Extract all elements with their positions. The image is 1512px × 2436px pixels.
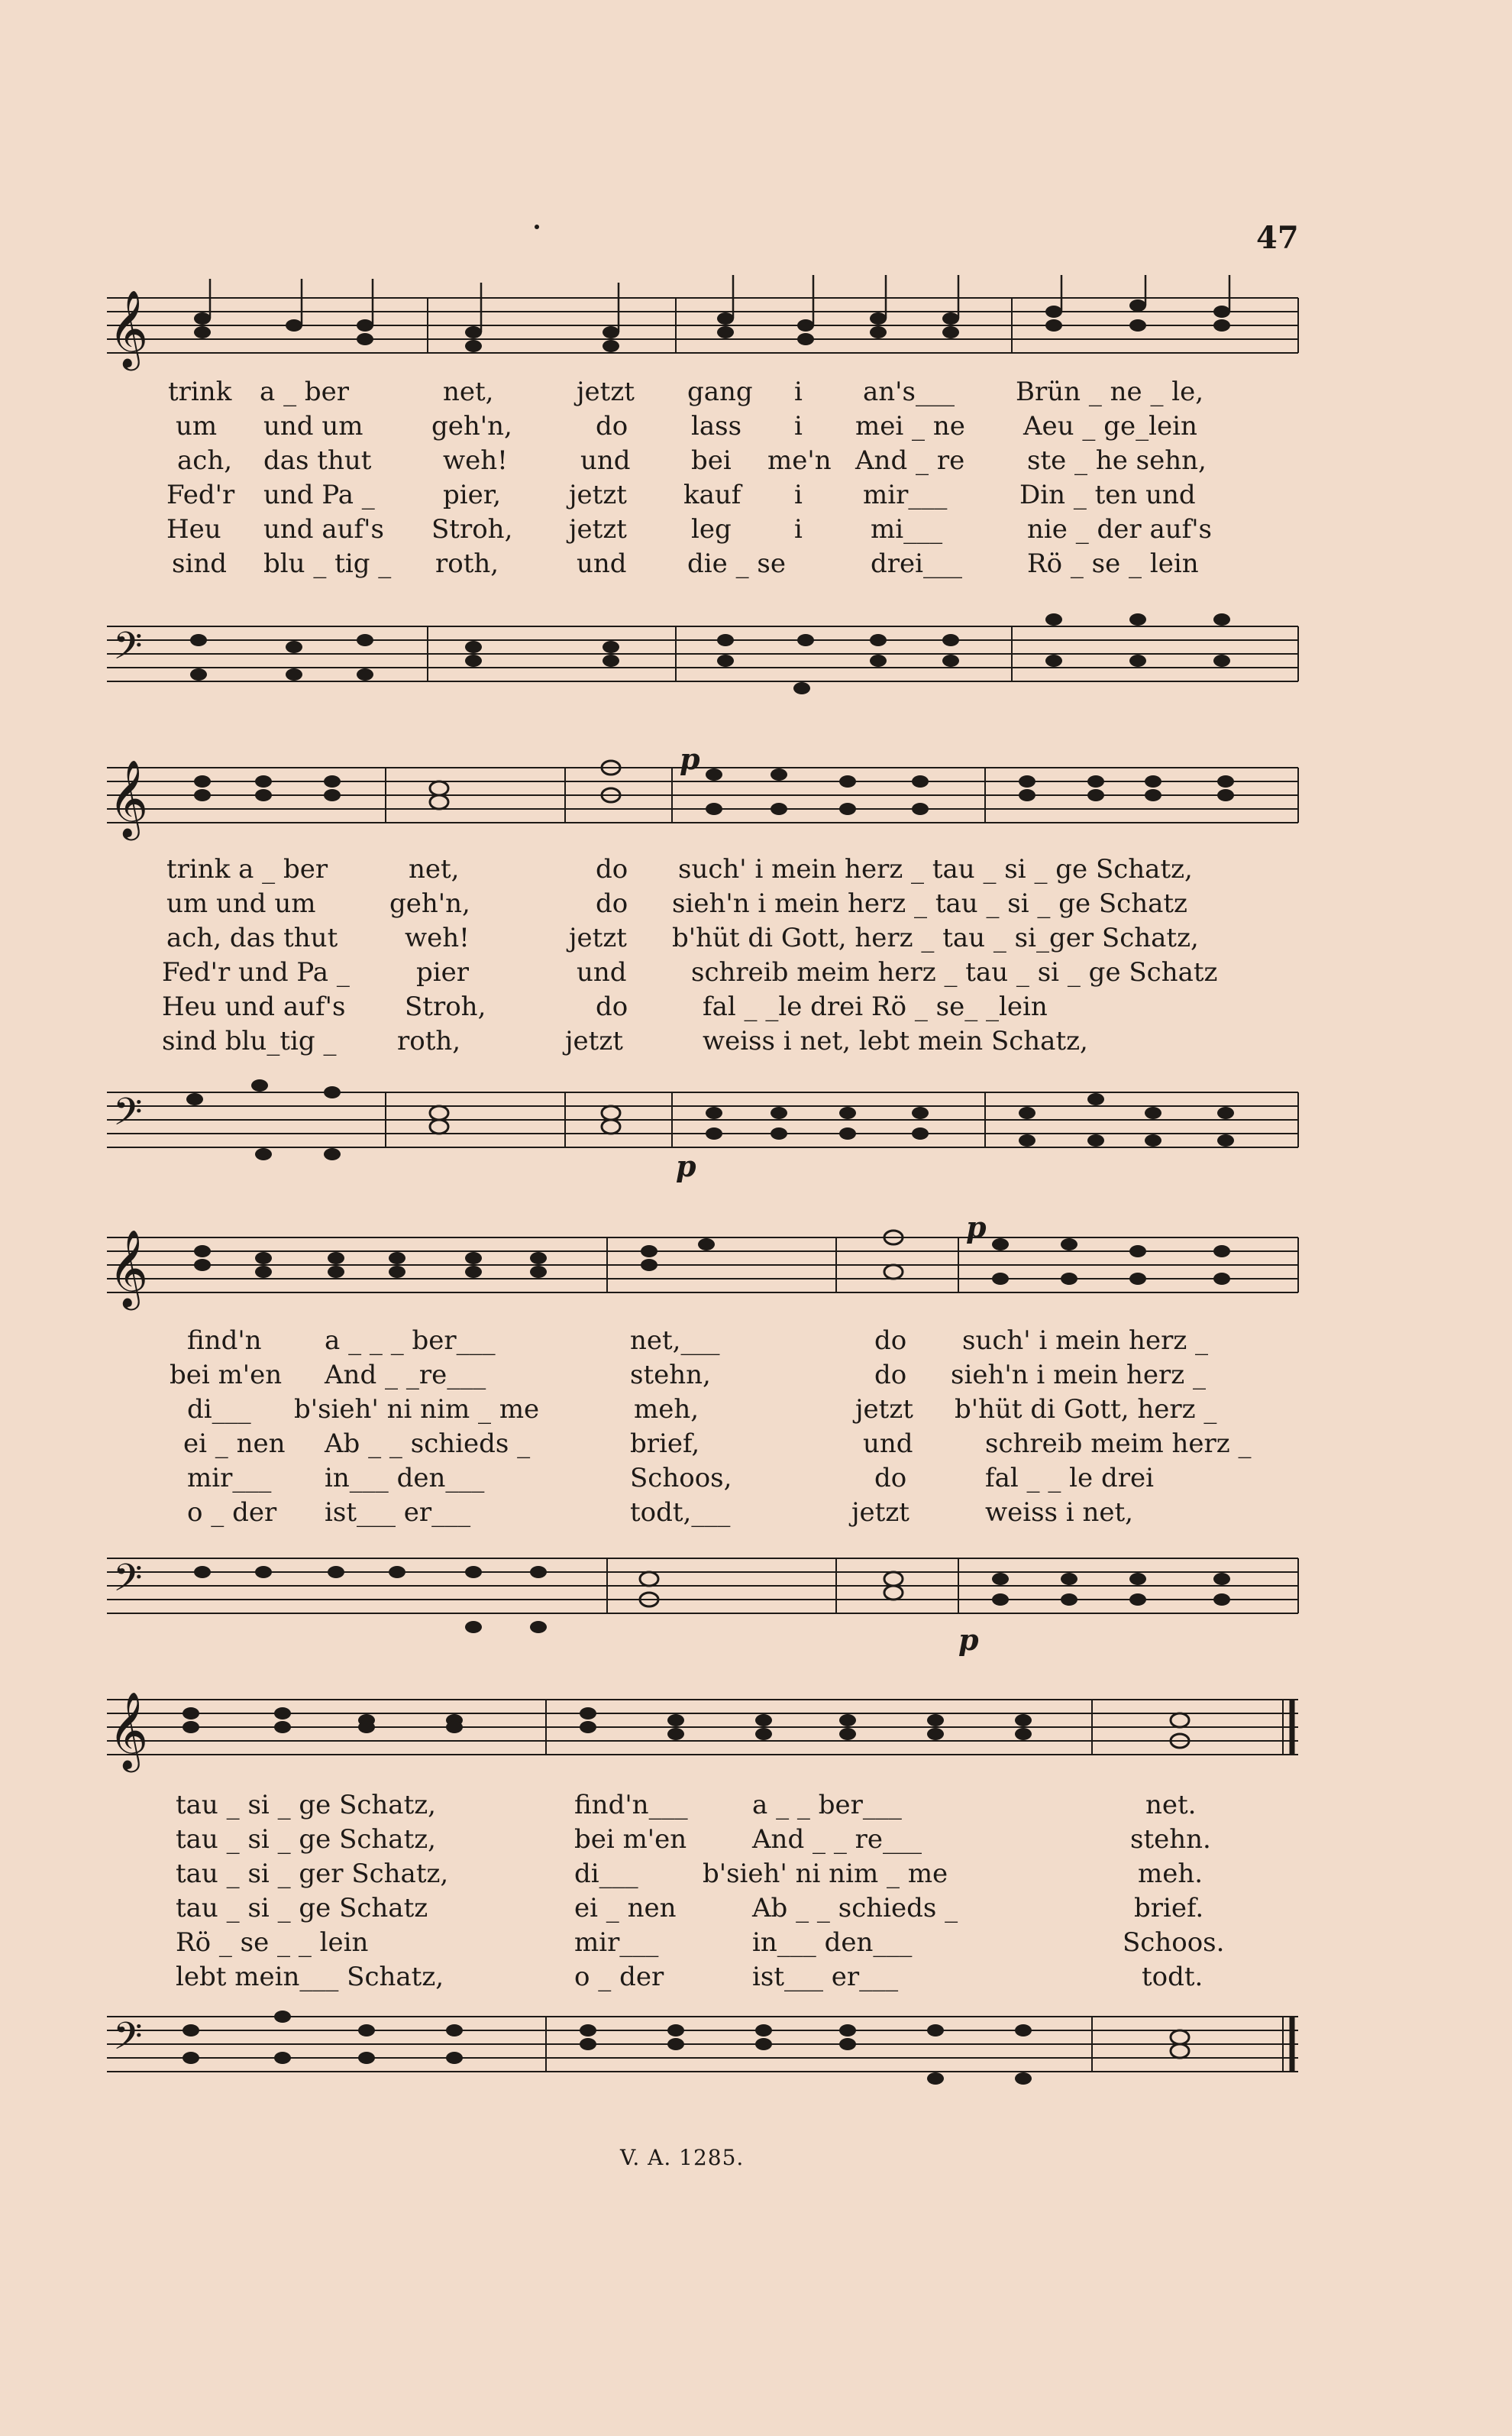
lyric-syllable: Schoos, (630, 1463, 732, 1493)
lyric-line (0, 1856, 1512, 1891)
lyric-line (0, 477, 1512, 513)
svg-text:𝄞: 𝄞 (108, 759, 149, 837)
lyric-syllable: Brün _ ne _ le, (1016, 377, 1204, 407)
lyric-syllable: blu _ tig _ (263, 548, 392, 579)
plate-number: V. A. 1285. (620, 2145, 745, 2170)
lyric-syllable: sieh'n i mein herz _ tau _ si _ ge Schatz (672, 888, 1187, 919)
lyric-syllable: um und um (166, 888, 316, 919)
lyric-syllable: do (596, 992, 628, 1022)
lyric-syllable: di___ (187, 1394, 251, 1425)
lyric-syllable: jetzt (565, 1026, 623, 1056)
treble-staff-4 (0, 1677, 1512, 1776)
lyric-syllable: net, (409, 854, 460, 885)
lyric-line (0, 1392, 1512, 1427)
lyric-syllable: an's___ (863, 377, 955, 407)
lyric-syllable: trink (168, 377, 232, 407)
lyric-syllable: tau _ si _ ge Schatz, (176, 1790, 436, 1820)
lyric-syllable: und Pa _ (263, 480, 375, 510)
svg-text:𝄞: 𝄞 (108, 289, 149, 367)
lyric-line (0, 1925, 1512, 1960)
lyric-syllable: Rö _ se _ _ lein (176, 1927, 369, 1958)
lyric-syllable: do (874, 1360, 907, 1390)
lyric-syllable: geh'n, (431, 411, 512, 442)
lyric-syllable: ei _ nen (183, 1428, 286, 1459)
lyric-line (0, 989, 1512, 1024)
lyric-line (0, 1891, 1512, 1926)
lyric-syllable: ach, (177, 445, 233, 476)
lyric-syllable: mei _ ne (855, 411, 965, 442)
lyric-syllable: leg (691, 514, 732, 545)
lyric-syllable: a _ _ _ ber___ (325, 1325, 496, 1356)
lyric-syllable: nie _ der auf's (1027, 514, 1213, 545)
lyric-syllable: weh! (443, 445, 508, 476)
lyric-syllable: ist___ er___ (325, 1497, 471, 1528)
lyric-line (0, 1426, 1512, 1461)
dynamic-piano-mark: p (680, 745, 700, 776)
lyric-line (0, 920, 1512, 956)
lyric-syllable: ei _ nen (574, 1893, 677, 1923)
lyric-syllable: i (794, 377, 803, 407)
lyric-syllable: weh! (405, 923, 470, 953)
lyric-syllable: ist___ er___ (752, 1962, 899, 1992)
lyric-syllable: pier (416, 957, 470, 988)
lyric-syllable: do (596, 888, 628, 919)
lyric-syllable: ach, das thut (166, 923, 338, 953)
lyric-syllable: Heu (166, 514, 221, 545)
lyric-syllable: o _ der (574, 1962, 664, 1992)
lyric-syllable: todt. (1142, 1962, 1203, 1992)
bass-staff-2 (0, 1069, 1512, 1184)
lyric-syllable: jetzt (855, 1394, 913, 1425)
lyric-syllable: bei m'en (170, 1360, 283, 1390)
lyric-syllable: do (874, 1325, 907, 1356)
lyric-syllable: bei (691, 445, 732, 476)
lyric-syllable: tau _ si _ ge Schatz (176, 1893, 428, 1923)
lyric-line (0, 886, 1512, 921)
treble-staff-2 (0, 745, 1512, 844)
lyric-line (0, 1959, 1512, 1994)
lyric-syllable: Stroh, (431, 514, 513, 545)
lyric-line (0, 1357, 1512, 1393)
lyric-line (0, 443, 1512, 478)
lyric-syllable: i (794, 514, 803, 545)
treble-staff-1 (0, 275, 1512, 382)
lyric-syllable: jetzt (577, 377, 635, 407)
lyric-syllable: und (580, 445, 631, 476)
lyric-syllable: i (794, 411, 803, 442)
lyric-syllable: And _ re (855, 445, 965, 476)
lyric-syllable: Schoos. (1123, 1927, 1225, 1958)
svg-text:𝄢: 𝄢 (113, 624, 143, 678)
lyric-syllable: und auf's (263, 514, 384, 545)
lyric-syllable: do (874, 1463, 907, 1493)
lyric-syllable: weiss i net, lebt mein Schatz, (703, 1026, 1088, 1056)
lyric-syllable: do (596, 411, 628, 442)
lyric-syllable: me'n (767, 445, 832, 476)
lyric-syllable: jetzt (569, 514, 627, 545)
lyric-line (0, 374, 1512, 409)
lyric-syllable: And _ _ re___ (752, 1824, 922, 1855)
lyric-syllable: di___ (574, 1859, 638, 1889)
lyric-syllable: jetzt (569, 480, 627, 510)
lyric-syllable: net, (443, 377, 494, 407)
lyric-line (0, 512, 1512, 547)
lyric-syllable: in___ den___ (325, 1463, 485, 1493)
lyric-syllable: find'n (187, 1325, 262, 1356)
lyric-syllable: b'hüt di Gott, herz _ tau _ si_ger Schatz, (672, 923, 1199, 953)
lyric-line (0, 409, 1512, 444)
lyric-syllable: todt,___ (630, 1497, 731, 1528)
svg-text:𝄢: 𝄢 (113, 1556, 143, 1609)
svg-text:𝄢: 𝄢 (113, 2014, 143, 2068)
lyric-syllable: sieh'n i mein herz _ (951, 1360, 1207, 1390)
ink-dot (535, 225, 539, 229)
lyric-syllable: b'sieh' ni nim _ me (703, 1859, 948, 1889)
lyric-syllable: und (863, 1428, 913, 1459)
lyric-syllable: Fed'r und Pa _ (162, 957, 350, 988)
lyric-syllable: mir___ (574, 1927, 659, 1958)
lyric-syllable: And _ _re___ (325, 1360, 486, 1390)
lyric-syllable: und um (263, 411, 363, 442)
lyric-syllable: b'hüt di Gott, herz _ (955, 1394, 1217, 1425)
lyric-syllable: meh, (634, 1394, 699, 1425)
lyric-syllable: gang (687, 377, 753, 407)
lyric-syllable: brief. (1134, 1893, 1204, 1923)
lyric-syllable: tau _ si _ ge Schatz, (176, 1824, 436, 1855)
lyric-syllable: lass (691, 411, 742, 442)
lyric-syllable: roth, (435, 548, 499, 579)
lyric-syllable: jetzt (851, 1497, 909, 1528)
lyric-syllable: und (577, 548, 627, 579)
lyric-syllable: roth, (397, 1026, 461, 1056)
bass-staff-1 (0, 603, 1512, 718)
dynamic-piano-mark: p (966, 1215, 987, 1244)
lyric-syllable: Din _ ten und (1019, 480, 1196, 510)
lyric-syllable: schreib meim herz _ (985, 1428, 1252, 1459)
lyric-syllable: stehn. (1130, 1824, 1211, 1855)
lyric-syllable: in___ den___ (752, 1927, 913, 1958)
lyric-syllable: Heu und auf's (162, 992, 346, 1022)
page-number: 47 (1256, 220, 1299, 256)
svg-text:𝄞: 𝄞 (108, 1228, 149, 1307)
lyric-syllable: das thut (263, 445, 372, 476)
bass-staff-3 (0, 1535, 1512, 1665)
lyric-line (0, 1822, 1512, 1857)
lyric-syllable: brief, (630, 1428, 700, 1459)
lyric-syllable: mir___ (187, 1463, 272, 1493)
lyric-syllable: ste _ he sehn, (1027, 445, 1207, 476)
lyric-syllable: mi___ (871, 514, 943, 545)
lyric-syllable: trink a _ ber (166, 854, 328, 885)
lyric-syllable: Rö _ se _ lein (1027, 548, 1199, 579)
bass-staff-4 (0, 1994, 1512, 2108)
lyric-line (0, 1787, 1512, 1823)
lyric-syllable: such' i mein herz _ tau _ si _ ge Schatz, (678, 854, 1193, 885)
dynamic-piano-mark: p (958, 1622, 979, 1657)
lyric-syllable: sind blu_tig _ (162, 1026, 337, 1056)
lyric-syllable: meh. (1138, 1859, 1203, 1889)
svg-text:𝄞: 𝄞 (108, 1690, 149, 1769)
lyric-line (0, 1495, 1512, 1530)
lyric-syllable: sind (172, 548, 227, 579)
lyric-syllable: Ab _ _ schieds _ (325, 1428, 531, 1459)
lyric-syllable: b'sieh' ni nim _ me (294, 1394, 540, 1425)
lyric-syllable: net. (1145, 1790, 1197, 1820)
lyric-line (0, 852, 1512, 887)
lyric-syllable: stehn, (630, 1360, 711, 1390)
lyric-syllable: Ab _ _ schieds _ (752, 1893, 958, 1923)
lyric-syllable: pier, (443, 480, 502, 510)
lyric-syllable: Stroh, (405, 992, 486, 1022)
lyric-line (0, 955, 1512, 990)
lyric-syllable: fal _ _le drei Rö _ se_ _lein (703, 992, 1048, 1022)
lyric-syllable: geh'n, (389, 888, 470, 919)
lyric-syllable: a _ _ ber___ (752, 1790, 902, 1820)
lyric-syllable: such' i mein herz _ (962, 1325, 1209, 1356)
lyric-syllable: um (176, 411, 218, 442)
lyric-syllable: Fed'r (166, 480, 235, 510)
lyric-syllable: net,___ (630, 1325, 720, 1356)
lyric-syllable: jetzt (569, 923, 627, 953)
lyric-syllable: weiss i net, (985, 1497, 1133, 1528)
lyric-syllable: und (577, 957, 627, 988)
lyric-syllable: kauf (683, 480, 741, 510)
lyric-syllable: Aeu _ ge_lein (1023, 411, 1197, 442)
lyric-line (0, 1323, 1512, 1358)
lyric-line (0, 546, 1512, 581)
lyric-syllable: tau _ si _ ger Schatz, (176, 1859, 449, 1889)
svg-text:𝄢: 𝄢 (113, 1090, 143, 1144)
lyric-syllable: lebt mein___ Schatz, (176, 1962, 444, 1992)
lyric-syllable: drei___ (871, 548, 963, 579)
lyric-syllable: do (596, 854, 628, 885)
lyric-syllable: find'n___ (574, 1790, 688, 1820)
treble-staff-3 (0, 1215, 1512, 1314)
dynamic-piano-mark: p (676, 1149, 696, 1183)
lyric-line (0, 1461, 1512, 1496)
lyric-syllable: die _ se (687, 548, 786, 579)
lyric-syllable: o _ der (187, 1497, 277, 1528)
lyric-line (0, 1024, 1512, 1059)
lyric-syllable: fal _ _ le drei (985, 1463, 1154, 1493)
lyric-syllable: i (794, 480, 803, 510)
lyric-syllable: bei m'en (574, 1824, 687, 1855)
lyric-syllable: schreib meim herz _ tau _ si _ ge Schatz (691, 957, 1218, 988)
lyric-syllable: a _ ber (260, 377, 350, 407)
lyric-syllable: mir___ (863, 480, 948, 510)
